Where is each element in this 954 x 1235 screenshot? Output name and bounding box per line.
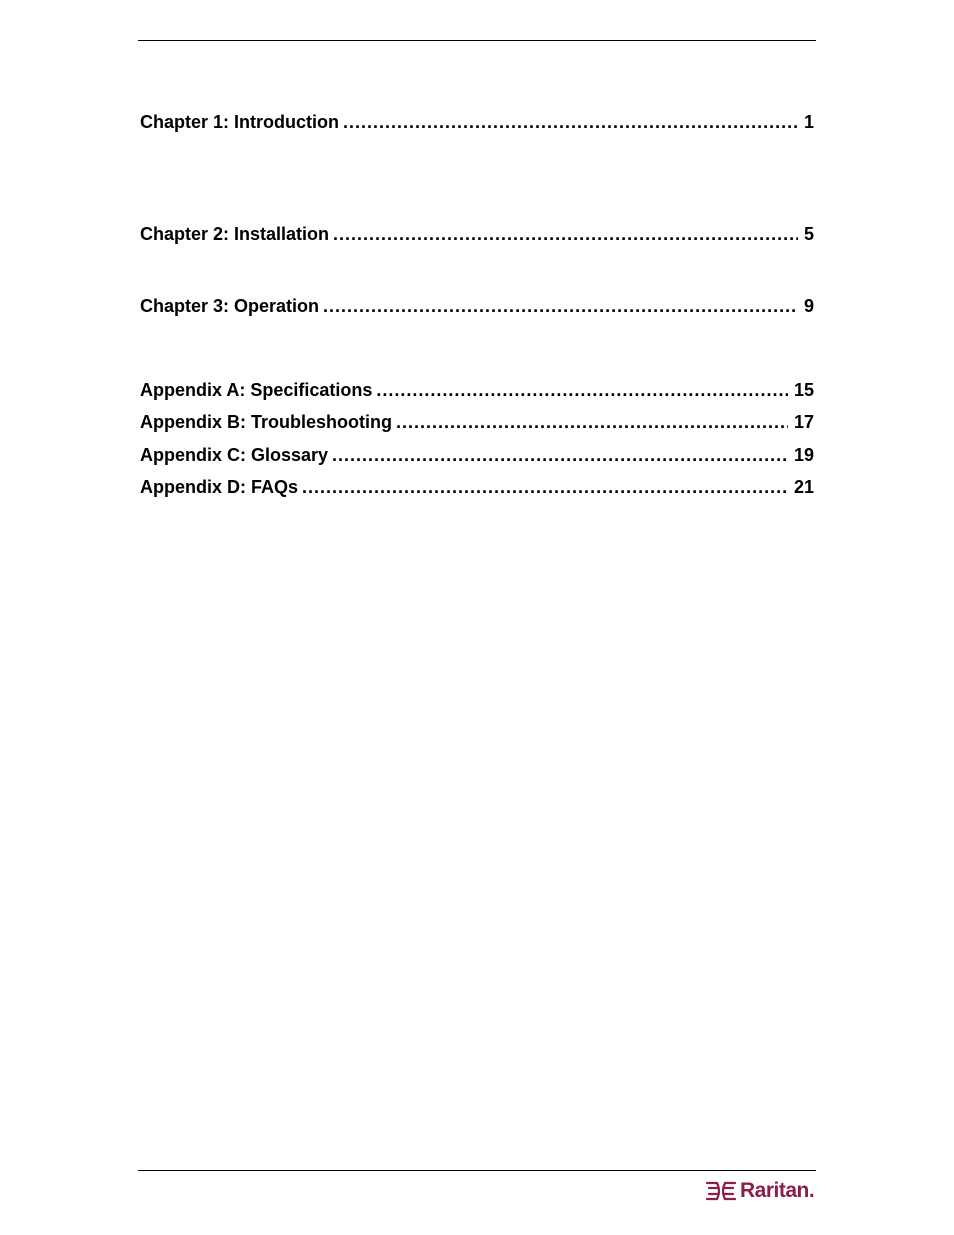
toc-entry-title: Appendix A: Specifications [140, 378, 376, 402]
toc-entry-chapter-1[interactable] [140, 110, 814, 134]
toc-entry-page: 9 [798, 294, 814, 318]
toc-entry-appendix-a[interactable] [140, 378, 814, 402]
footer-rule [138, 1170, 816, 1171]
toc-leader-dots [323, 294, 798, 318]
toc-entry-title: Chapter 1: Introduction [140, 110, 343, 134]
toc-leader-dots [332, 443, 788, 467]
raritan-logo [706, 1178, 814, 1204]
toc-entry-title: Appendix C: Glossary [140, 443, 332, 467]
toc-entry-appendix-b[interactable] [140, 410, 814, 434]
toc-leader-dots [302, 475, 788, 499]
toc-entry-page: 5 [798, 222, 814, 246]
toc-entry-chapter-3[interactable] [140, 294, 814, 318]
header-rule [138, 40, 816, 41]
toc-entry-page: 15 [788, 378, 814, 402]
toc-entry-page: 1 [798, 110, 814, 134]
toc-leader-dots [376, 378, 788, 402]
toc-entry-title: Appendix B: Troubleshooting [140, 410, 396, 434]
toc-entry-title: Chapter 2: Installation [140, 222, 333, 246]
toc-leader-dots [396, 410, 788, 434]
toc-entry-chapter-2[interactable] [140, 222, 814, 246]
raritan-logo-text: Raritan. [740, 1179, 815, 1202]
toc-leader-dots [343, 110, 798, 134]
toc-entry-title: Appendix D: FAQs [140, 475, 302, 499]
toc-entry-appendix-c[interactable] [140, 443, 814, 467]
toc-entry-page: 19 [788, 443, 814, 467]
toc-entry-appendix-d[interactable] [140, 475, 814, 499]
toc-entry-title: Chapter 3: Operation [140, 294, 323, 318]
toc-entry-page: 21 [788, 475, 814, 499]
raritan-logo-icon [706, 1180, 736, 1202]
toc-entry-page: 17 [788, 410, 814, 434]
toc-leader-dots [333, 222, 798, 246]
